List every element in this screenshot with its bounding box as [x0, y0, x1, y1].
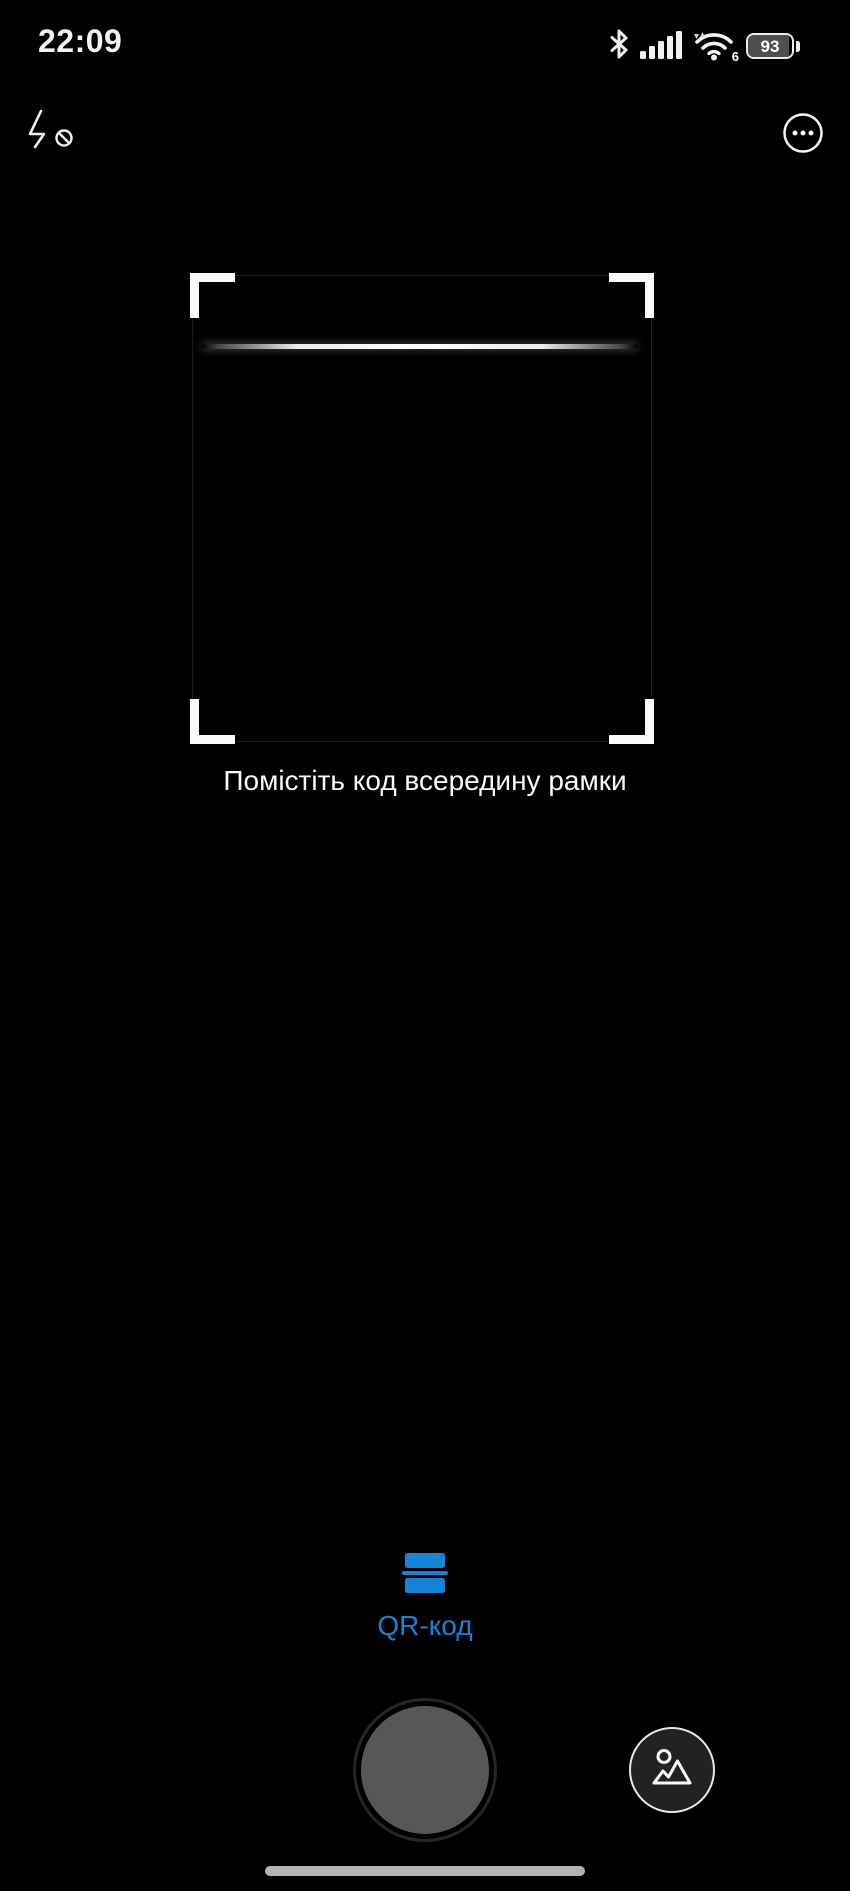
- battery-icon: [746, 33, 800, 59]
- scan-frame: [192, 275, 652, 742]
- battery-percent: 93: [760, 36, 780, 56]
- frame-corner-bottom-right: [609, 699, 654, 744]
- qr-mode-button[interactable]: [377, 1553, 472, 1640]
- qr-mode-label: QR-код: [377, 1609, 473, 1641]
- flash-off-button[interactable]: [22, 100, 78, 152]
- cellular-signal-icon: [640, 29, 684, 64]
- more-options-button[interactable]: [782, 112, 824, 154]
- wifi-icon: [694, 29, 739, 64]
- flash-off-icon: [24, 137, 76, 154]
- scan-hint-text: Помістіть код всередину рамки: [223, 765, 627, 796]
- scan-line: [201, 344, 638, 349]
- frame-corner-top-left: [190, 273, 235, 318]
- frame-corner-top-right: [609, 273, 654, 318]
- bluetooth-icon: [608, 28, 630, 65]
- gallery-button[interactable]: [629, 1727, 715, 1813]
- qr-code-icon: [402, 1553, 448, 1593]
- more-options-icon: [782, 141, 824, 158]
- frame-corner-bottom-left: [190, 699, 235, 744]
- status-bar-icons: [608, 29, 800, 63]
- shutter-button[interactable]: [353, 1698, 497, 1842]
- gallery-icon: [649, 1745, 695, 1796]
- shutter-inner-circle: [361, 1706, 489, 1834]
- wifi-activity-arrows: [694, 31, 705, 40]
- wifi-standard-label: 6: [731, 49, 739, 64]
- home-indicator[interactable]: [265, 1866, 585, 1876]
- mode-switcher: [0, 1553, 850, 1640]
- status-bar-clock: 22:09: [38, 23, 123, 59]
- battery-nub: [796, 41, 800, 52]
